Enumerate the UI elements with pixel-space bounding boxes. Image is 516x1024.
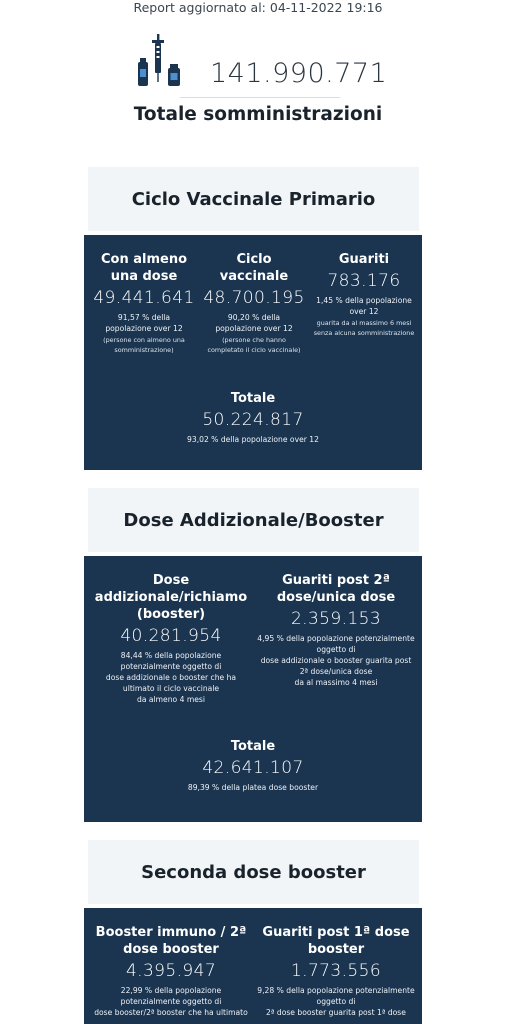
section-panel-booster xyxy=(84,556,422,822)
section-header-booster xyxy=(88,488,419,552)
stat-recovered xyxy=(310,251,418,338)
stat-value: 48.700.195 xyxy=(203,288,305,308)
section-title: Dose Addizionale/Booster xyxy=(123,509,384,531)
stat-value: 2.359.153 xyxy=(290,609,382,629)
stat-value: 1.773.556 xyxy=(290,961,382,981)
stat-description: 90,20 % della popolazione over 12 xyxy=(215,313,293,333)
stat-title: Totale xyxy=(230,391,276,406)
section-title: Ciclo Vaccinale Primario xyxy=(131,188,376,210)
stat-description: 4,95 % della popolazione potenzialmente oggetto di dose addizionale o booster guarita post 2ª dose/unica dose da al massimo 4 mesi xyxy=(257,634,415,687)
section-panel-primary-cycle xyxy=(84,235,422,470)
stat-title: Guariti post 2ª dose/unica dose xyxy=(276,573,396,605)
stat-note: (persone che hanno completato il ciclo vaccinale) xyxy=(207,336,301,354)
stat-title: Ciclo vaccinale xyxy=(219,252,289,284)
stat-value: 42.641.107 xyxy=(202,758,304,778)
stat-value: 783.176 xyxy=(327,271,401,291)
report-updated-date: Report aggiornato al: 04-11-2022 19:16 xyxy=(133,0,383,15)
stat-title: Booster immuno / 2ª dose booster xyxy=(95,925,247,957)
stat-value: 4.395.947 xyxy=(125,961,217,981)
stat-value: 49.441.641 xyxy=(93,288,195,308)
stat-title: Guariti xyxy=(338,252,390,267)
stat-title: Con almeno una dose xyxy=(100,252,188,284)
stat-title: Dose addizionale/richiamo (booster) xyxy=(94,573,248,622)
stat-at-least-one-dose xyxy=(92,251,196,355)
stat-additional-dose xyxy=(92,572,250,705)
stat-recovered-post-second-dose xyxy=(256,572,416,688)
stat-value: 50.224.817 xyxy=(202,410,304,430)
stat-description: 93,02 % della popolazione over 12 xyxy=(187,435,319,444)
stat-title: Totale xyxy=(230,739,276,754)
section-panel-second-booster xyxy=(84,908,422,1024)
stat-description: 1,45 % della popolazione over 12 xyxy=(316,296,412,316)
stat-description: 22,99 % della popolazione potenzialmente oggetto di dose booster/2ª booster che ha ultimato xyxy=(94,986,248,1017)
stat-value: 40.281.954 xyxy=(120,626,222,646)
stat-description: 89,39 % della platea dose booster xyxy=(187,783,319,792)
stat-title: Guariti post 1ª dose booster xyxy=(262,925,410,957)
section-title: Seconda dose booster xyxy=(141,861,366,883)
total-administrations-value: 141.990.771 xyxy=(210,58,388,89)
stat-vaccination-cycle xyxy=(201,251,307,355)
total-administrations-label: Totale somministrazioni xyxy=(133,104,383,125)
stat-booster-total xyxy=(84,738,422,793)
stat-note: (persone con almeno una somministrazione) xyxy=(103,336,185,354)
stat-recovered-post-first-booster xyxy=(256,924,416,1018)
stat-description: 9,28 % della popolazione potenzialmente oggetto di 2ª dose booster guarita post 1ª dose xyxy=(257,986,415,1017)
stat-note: guarita da al massimo 6 mesi senza alcuna somministrazione xyxy=(313,319,415,337)
section-header-primary-cycle xyxy=(88,167,419,231)
stat-description: 91,57 % della popolazione over 12 xyxy=(105,313,183,333)
divider xyxy=(180,97,340,98)
stat-booster-immuno xyxy=(92,924,250,1018)
stat-description: 84,44 % della popolazione potenzialmente oggetto di dose addizionale o booster che ha ultimato il ciclo vaccinale da almeno 4 mesi xyxy=(105,651,237,704)
stat-primary-total xyxy=(84,390,422,445)
section-header-second-booster xyxy=(88,840,419,904)
vaccine-syringe-icon xyxy=(136,34,182,88)
